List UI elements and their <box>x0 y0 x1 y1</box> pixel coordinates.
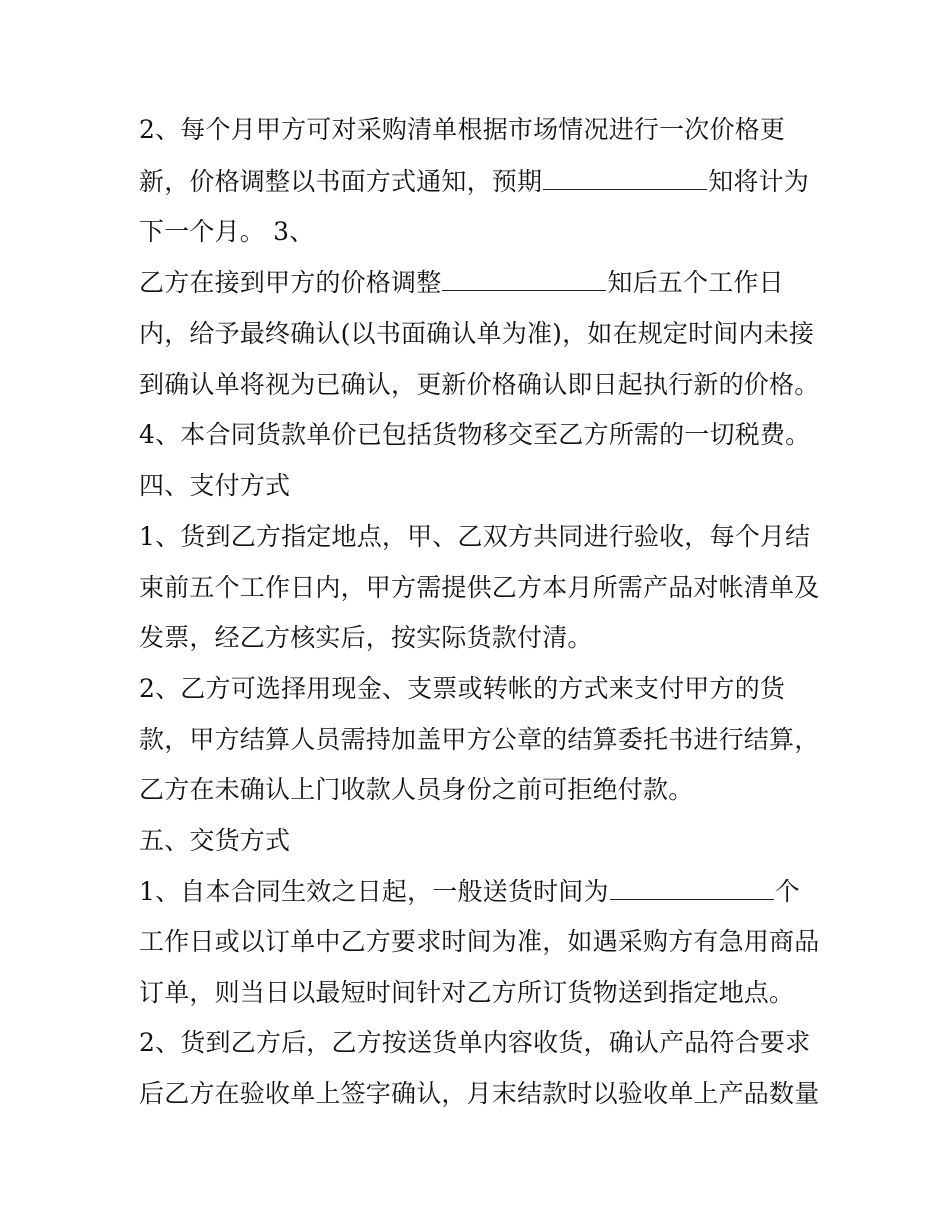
clause-line <box>139 212 839 252</box>
fill-in-blank[interactable] <box>543 167 707 190</box>
line-text: 下一个月。 3、 <box>139 217 315 246</box>
section-heading <box>139 821 839 861</box>
clause-line <box>139 110 839 150</box>
clause-line <box>139 618 839 658</box>
line-text: 后乙方在验收单上签字确认，月末结款时以验收单上产品数量 <box>139 1079 820 1108</box>
clause-line <box>139 415 839 455</box>
line-text: 知将计为 <box>708 167 810 196</box>
clause-line <box>139 922 839 962</box>
fill-in-blank[interactable] <box>610 877 774 900</box>
clause-line <box>139 365 839 405</box>
line-text: 2、乙方可选择用现金、支票或转帐的方式来支付甲方的货 <box>139 674 786 703</box>
fill-in-blank[interactable] <box>442 268 606 291</box>
line-text: 到确认单将视为已确认，更新价格确认即日起执行新的价格。 <box>139 370 820 399</box>
line-text: 1、货到乙方指定地点，甲、乙双方共同进行验收，每个月结 <box>139 522 811 551</box>
clause-line <box>139 973 839 1013</box>
line-text: 2、货到乙方后，乙方按送货单内容收货，确认产品符合要求 <box>139 1028 811 1057</box>
clause-line <box>139 872 839 912</box>
section-heading <box>139 466 839 506</box>
clause-line <box>139 1023 839 1063</box>
clause-line <box>139 770 839 810</box>
line-text: 发票，经乙方核实后，按实际货款付清。 <box>139 623 593 652</box>
line-text: 乙方在未确认上门收款人员身份之前可拒绝付款。 <box>139 775 694 804</box>
clause-line <box>139 517 839 557</box>
clause-line <box>139 1074 839 1114</box>
clause-line <box>139 669 839 709</box>
line-text: 知后五个工作日 <box>607 268 784 297</box>
clause-line <box>139 314 839 354</box>
line-text: 4、本合同货款单价已包括货物移交至乙方所需的一切税费。 <box>139 420 811 449</box>
line-text: 个 <box>774 877 800 906</box>
line-text: 新，价格调整以书面方式通知，预期 <box>139 167 543 196</box>
clause-line <box>139 568 839 608</box>
heading-text: 五、交货方式 <box>139 826 291 855</box>
line-text: 束前五个工作日内，甲方需提供乙方本月所需产品对帐清单及 <box>139 573 820 602</box>
line-text: 乙方在接到甲方的价格调整 <box>139 268 442 297</box>
line-text: 工作日或以订单中乙方要求时间为准，如遇采购方有急用商品 <box>139 927 820 956</box>
clause-line <box>139 162 839 202</box>
line-text: 1、自本合同生效之日起，一般送货时间为 <box>139 877 609 906</box>
line-text: 款，甲方结算人员需持加盖甲方公章的结算委托书进行结算， <box>139 725 820 754</box>
heading-text: 四、支付方式 <box>139 471 291 500</box>
line-text: 内，给予最终确认(以书面确认单为准)，如在规定时间内未接 <box>139 319 815 348</box>
line-text: 订单，则当日以最短时间针对乙方所订货物送到指定地点。 <box>139 978 795 1007</box>
clause-line <box>139 263 839 303</box>
clause-line <box>139 720 839 760</box>
line-text: 2、每个月甲方可对采购清单根据市场情况进行一次价格更 <box>139 115 786 144</box>
